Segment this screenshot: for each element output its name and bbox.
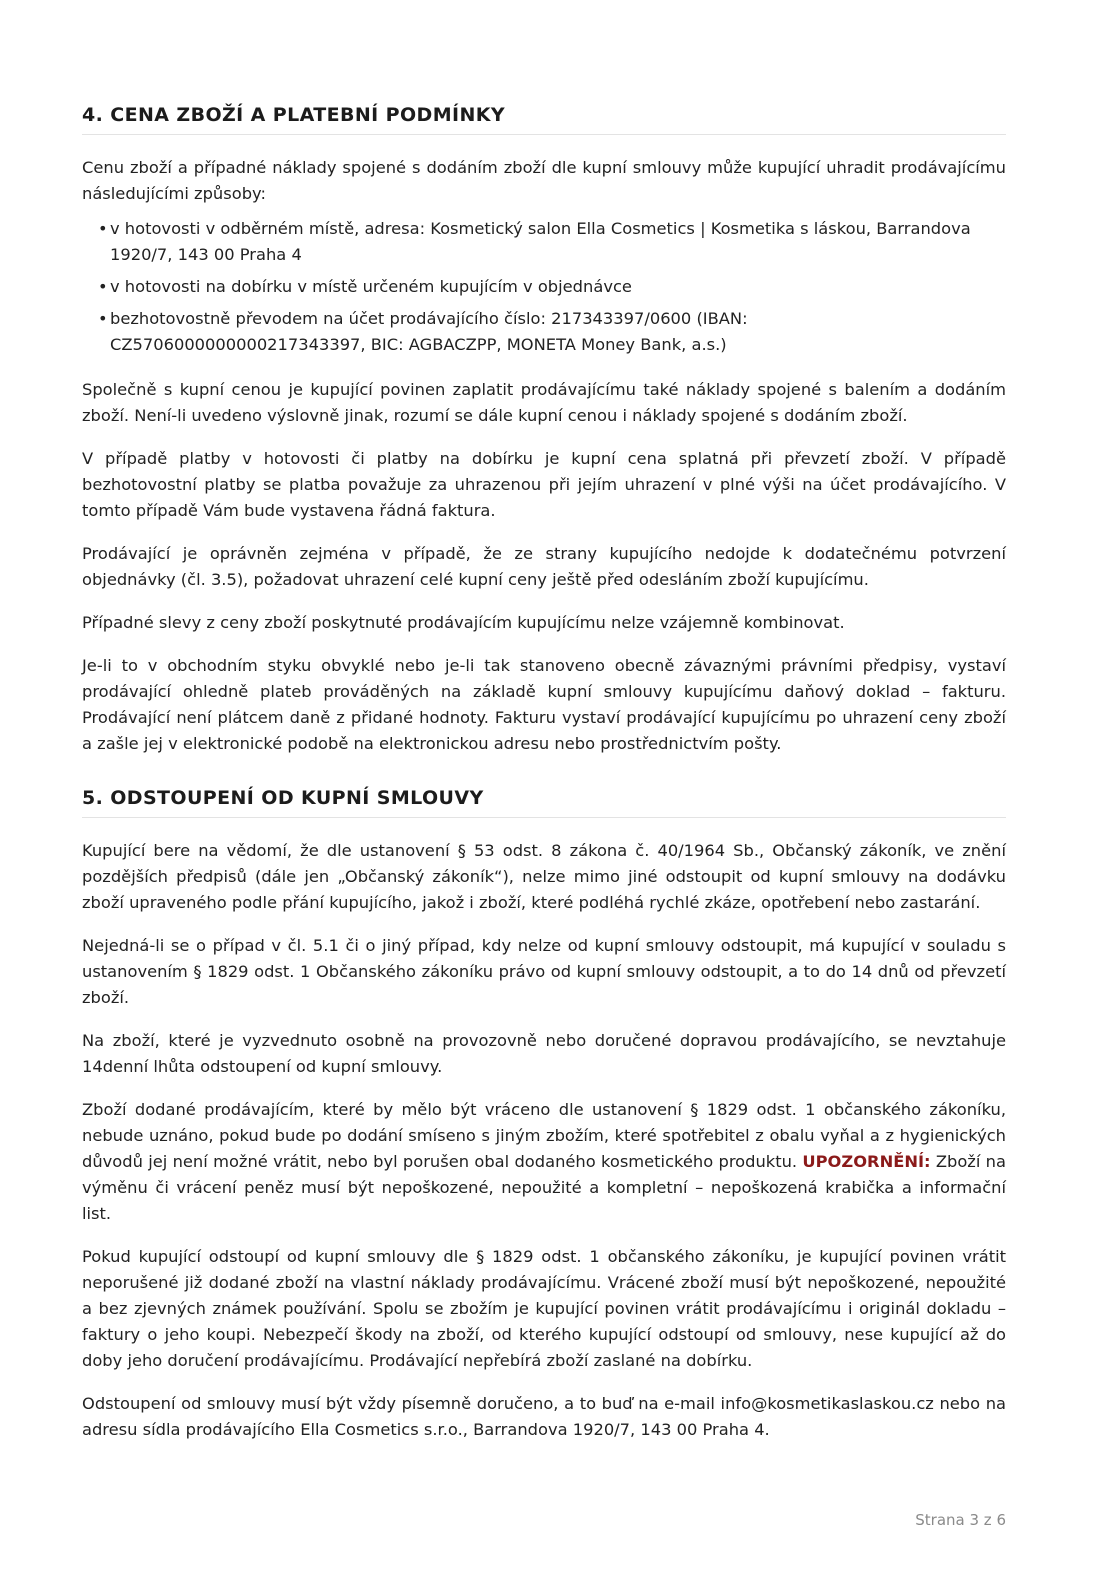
section-4-intro: Cenu zboží a případné náklady spojené s dodáním zboží dle kupní smlouvy může kupující uhradit prodávajícímu následujícími způsoby: xyxy=(82,158,1006,203)
section-4-heading: 4. CENA ZBOŽÍ A PLATEBNÍ PODMÍNKY xyxy=(82,104,1006,135)
paragraph-warning xyxy=(82,1097,1006,1227)
paragraph: Odstoupení od smlouvy musí být vždy písemně doručeno, a to buď na e-mail info@kosmetikaslaskou.cz nebo na adresu sídla prodávajícího Ella Cosmetics s.r.o., Barrandova 1920/7, 143 00 Praha 4. xyxy=(82,1394,1006,1439)
paragraph: Pokud kupující odstoupí od kupní smlouvy dle § 1829 odst. 1 občanského zákoníku, je kupující povinen vrátit neporušené již dodané zboží na vlastní náklady prodávajícímu. Vrácené zboží musí být nepoškozené, nepoužité a bez zjevných známek používání. Spolu se zbožím je kupující povinen vrátit prodávajícímu i originál dokladu – faktury o jeho koupi. Nebezpečí škody na zboží, od kterého kupující odstoupí od smlouvy, nese kupující až do doby jeho doručení prodávajícímu. Prodávající nepřebírá zboží zaslané na dobírku. xyxy=(82,1247,1006,1370)
document-page xyxy=(82,104,1006,1460)
list-item: • v hotovosti v odběrném místě, adresa: Kosmetický salon Ella Cosmetics | Kosmetika s láskou, Barrandova 1920/7, 143 00 Praha 4 xyxy=(110,216,1006,268)
paragraph: Na zboží, které je vyzvednuto osobně na provozovně nebo doručené dopravou prodávajícího, se nevztahuje 14denní lhůta odstoupení od kupní smlouvy. xyxy=(82,1031,1006,1076)
paragraph-text: Zboží dodané prodávajícím, které by mělo být vráceno dle ustanovení § 1829 odst. 1 občanského zákoníku, nebude uznáno, pokud bude po dodání smíseno s jiným zbožím, které spotřebitel z obalu vyňal a z hygienických důvodů jej není možné vrátit, nebo byl porušen obal dodaného kosmetického produktu. xyxy=(82,1100,1006,1171)
paragraph: Společně s kupní cenou je kupující povinen zaplatit prodávajícímu také náklady spojené s balením a dodáním zboží. Není-li uvedeno výslovně jinak, rozumí se dále kupní cenou i náklady spojené s dodáním zboží. xyxy=(82,380,1006,425)
list-item: • v hotovosti na dobírku v místě určeném kupujícím v objednávce xyxy=(110,274,1006,300)
paragraph: V případě platby v hotovosti či platby na dobírku je kupní cena splatná při převzetí zboží. V případě bezhotovostní platby se platba považuje za uhrazenou při jejím uhrazení v plné výši na účet prodávajícího. V tomto případě Vám bude vystavena řádná faktura. xyxy=(82,449,1006,520)
list-item: • bezhotovostně převodem na účet prodávajícího číslo: 217343397/0600 (IBAN: CZ5706000000000217343397, BIC: AGBACZPP, MONETA Money Bank, a.s.) xyxy=(110,306,1006,358)
paragraph: Případné slevy z ceny zboží poskytnuté prodávajícím kupujícímu nelze vzájemně kombinovat. xyxy=(82,613,845,632)
section-5-heading: 5. ODSTOUPENÍ OD KUPNÍ SMLOUVY xyxy=(82,787,1006,818)
page-number: Strana 3 z 6 xyxy=(915,1511,1006,1529)
paragraph: Prodávající je oprávněn zejména v případě, že ze strany kupujícího nedojde k dodatečnému potvrzení objednávky (čl. 3.5), požadovat uhrazení celé kupní ceny ještě před odesláním zboží kupujícímu. xyxy=(82,544,1006,589)
paragraph: Nejedná-li se o případ v čl. 5.1 či o jiný případ, kdy nelze od kupní smlouvy odstoupit, má kupující v souladu s ustanovením § 1829 odst. 1 Občanského zákoníku právo od kupní smlouvy odstoupit, a to do 14 dnů od převzetí zboží. xyxy=(82,936,1006,1007)
paragraph: Kupující bere na vědomí, že dle ustanovení § 53 odst. 8 zákona č. 40/1964 Sb., Občanský zákoník, ve znění pozdějších předpisů (dále jen „Občanský zákoník“), nelze mimo jiné odstoupit od kupní smlouvy na dodávku zboží upraveného podle přání kupujícího, jakož i zboží, které podléhá rychlé zkáze, opotřebení nebo zastarání. xyxy=(82,841,1006,912)
payment-methods-list xyxy=(82,216,1006,358)
warning-label: UPOZORNĚNÍ: xyxy=(802,1152,931,1171)
paragraph: Je-li to v obchodním styku obvyklé nebo je-li tak stanoveno obecně závaznými právními předpisy, vystaví prodávající ohledně plateb prováděných na základě kupní smlouvy kupujícímu daňový doklad – fakturu. Prodávající není plátcem daně z přidané hodnoty. Fakturu vystaví prodávající kupujícímu po uhrazení ceny zboží a zašle jej v elektronické podobě na elektronickou adresu nebo prostřednictvím pošty. xyxy=(82,656,1006,753)
warning-text: Zboží na výměnu či vrácení peněz musí být nepoškozené, nepoužité a kompletní – nepoškozená krabička a informační list. xyxy=(82,1152,1006,1223)
